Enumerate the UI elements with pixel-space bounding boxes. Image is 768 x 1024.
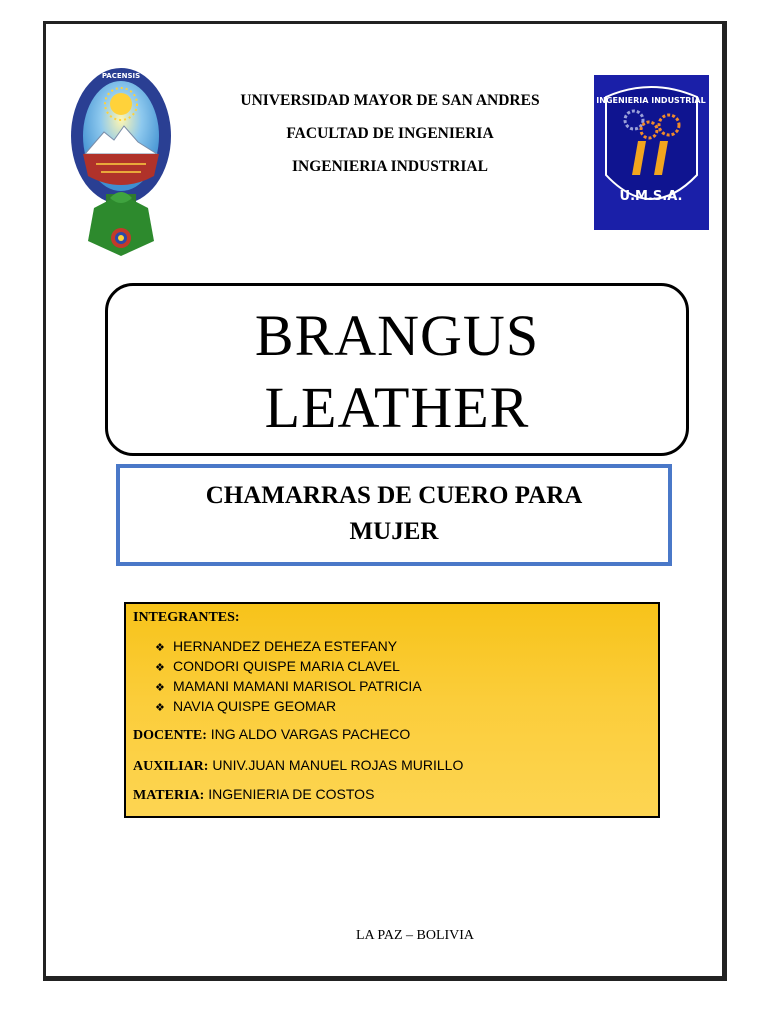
ingenieria-industrial-logo-icon bbox=[594, 75, 709, 230]
career-name: INGENIERIA INDUSTRIAL bbox=[292, 158, 488, 175]
list-item bbox=[155, 676, 422, 696]
list-item bbox=[155, 636, 422, 656]
faculty-name: FACULTAD DE INGENIERIA bbox=[286, 125, 494, 142]
title-box bbox=[105, 283, 689, 456]
footer-location: LA PAZ – BOLIVIA bbox=[355, 928, 475, 943]
docente-value: ING ALDO VARGAS PACHECO bbox=[210, 726, 411, 742]
member-name: HERNANDEZ DEHEZA ESTEFANY bbox=[173, 638, 398, 654]
auxiliar-label: AUXILIAR: bbox=[133, 759, 209, 774]
subtitle-line-1: CHAMARRAS DE CUERO PARA bbox=[205, 482, 583, 509]
docente-row bbox=[133, 726, 410, 744]
member-name: NAVIA QUISPE GEOMAR bbox=[173, 698, 337, 714]
svg-text:PACENSIS: PACENSIS bbox=[101, 72, 141, 80]
diamond-bullet-icon: ❖ bbox=[155, 682, 165, 694]
title-line-1: BRANGUS bbox=[254, 303, 540, 368]
diamond-bullet-icon: ❖ bbox=[155, 702, 165, 714]
docente-label: DOCENTE: bbox=[133, 728, 207, 743]
integrantes-label: INTEGRANTES: bbox=[133, 610, 240, 625]
member-name: MAMANI MAMANI MARISOL PATRICIA bbox=[173, 678, 422, 694]
list-item bbox=[155, 656, 422, 676]
auxiliar-value: UNIV.JUAN MANUEL ROJAS MURILLO bbox=[212, 757, 464, 773]
subtitle-line-2: MUJER bbox=[349, 518, 439, 545]
materia-value: INGENIERIA DE COSTOS bbox=[208, 786, 375, 802]
list-item bbox=[155, 696, 422, 716]
diamond-bullet-icon: ❖ bbox=[155, 642, 165, 654]
university-seal-icon bbox=[66, 66, 176, 262]
subtitle-box bbox=[116, 464, 672, 566]
institution-header bbox=[190, 90, 590, 189]
materia-label: MATERIA: bbox=[133, 788, 205, 803]
members-list bbox=[155, 636, 422, 716]
university-name: UNIVERSIDAD MAYOR DE SAN ANDRES bbox=[240, 92, 540, 109]
materia-row bbox=[133, 786, 374, 804]
svg-text:U.M.S.A.: U.M.S.A. bbox=[619, 189, 683, 204]
auxiliar-row bbox=[133, 757, 463, 775]
info-box bbox=[124, 602, 660, 818]
svg-text:INGENIERIA INDUSTRIAL: INGENIERIA INDUSTRIAL bbox=[596, 96, 706, 105]
title-line-2: LEATHER bbox=[264, 375, 530, 440]
diamond-bullet-icon: ❖ bbox=[155, 662, 165, 674]
member-name: CONDORI QUISPE MARIA CLAVEL bbox=[173, 658, 400, 674]
